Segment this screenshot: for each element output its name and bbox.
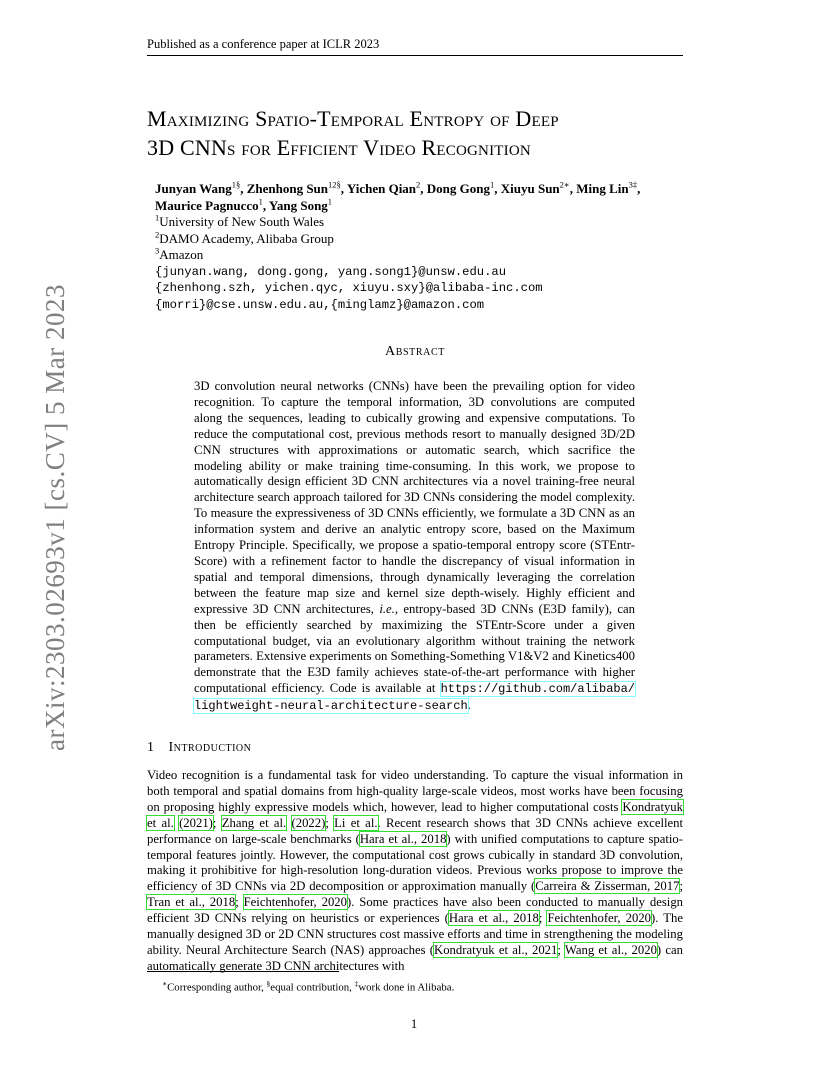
author-name: Xiuyu Sun <box>500 181 560 196</box>
author-name: Yichen Qian <box>346 181 417 196</box>
intro-paragraph: Video recognition is a fundamental task for video understanding. To capture the visual information in both temporal and spatial domains from high-quality large-scale videos, most works have been focusing on proposing highly expressive models which, however, lead to higher computational costs Kondratyuk et al. (2021); Zhang et al. (2022); Li et al.. Recent research shows that 3D CNNs achieve excellent performance on large-scale benchmarks (Hara et al., 2018) with unified computations to capture spatio-temporal features jointly. However, the computational cost grows cubically in standard 3D convolution, making it prohibitive for high-resolution long-duration videos. Previous works propose to improve the efficiency of 3D CNNs via 2D decomposition or approximation manually (Carreira & Zisserman, 2017; Tran et al., 2018; Feichtenhofer, 2020). Some practices have also been conducted to manually design efficient 3D CNNs relying on heuristics or experiences (Hara et al., 2018; Feichtenhofer, 2020). The manually designed 3D or 2D CNN structures cost massive efforts and time in strengthening the modeling ability. Neural Architecture Search (NAS) approaches (Kondratyuk et al., 2021; Wang et al., 2020) can automatically generate 3D CNN architectures with <box>147 768 684 973</box>
footnote: ∗Corresponding author, §equal contribution, ‡work done in Alibaba. <box>162 979 455 994</box>
author-sup: 12§ <box>328 179 341 190</box>
author-name: Yang Song <box>268 197 328 213</box>
section-title: Introduction <box>168 740 252 755</box>
email-line: {junyan.wang, dong.gong, yang.song1}@unsw.edu.au <box>155 264 507 279</box>
affiliation: $^1$University of New South Wales <box>155 212 325 229</box>
email-line: {morri}@cse.unsw.edu.au,{minglamz}@amazon.com <box>155 297 485 312</box>
section-number: 1 <box>147 740 155 755</box>
citation-link[interactable]: (2022) <box>291 815 326 830</box>
running-header: Published as a conference paper at ICLR 2023 <box>147 36 683 56</box>
author-name: Junyan Wang <box>155 181 232 196</box>
citation-link[interactable]: Hara et al., 2018 <box>359 831 447 846</box>
citation-link[interactable]: Li et al. <box>334 815 378 830</box>
section-heading <box>147 740 251 756</box>
paper-title <box>147 104 707 162</box>
author-sup: 2 <box>416 179 421 190</box>
citation-link[interactable]: Wang et al., 2020 <box>564 942 657 957</box>
title-line-2: 3D CNNs for Efficient Video Recognition <box>147 135 531 160</box>
citation-link[interactable]: Kondratyuk et al., 2021 <box>434 942 558 957</box>
author-sup: 3‡ <box>628 179 638 190</box>
affiliation: $^3$Amazon <box>155 245 204 262</box>
abstract-body: 3D convolution neural networks (CNNs) have been the prevailing option for video recognition. To capture the temporal information, 3D convolutions are computed along the sequences, leading to cubically growing and expensive computations. To reduce the computational cost, previous methods resort to manually designed 3D/2D CNN structures with approximations or automatic search, which sacrifice the modeling ability or make training time-consuming. In this work, we propose to automatically design efficient 3D CNN architectures via a novel training-free neural architecture search approach tailored for 3D CNNs considering the model complexity. To measure the expressiveness of 3D CNNs efficiently, we formulate a 3D CNN as an information system and derive an analytic entropy score, based on the Maximum Entropy Principle. Specifically, we propose a spatio-temporal entropy score (STEntr-Score) with a refinement factor to handle the discrepancy of visual information in spatial and temporal dimensions, through dynamically leveraging the correlation between the feature map size and kernel size depth-wisely. Highly efficient and expressive 3D CNN architectures, i.e., entropy-based 3D CNNs (E3D family), can then be efficiently searched by maximizing the STEntr-Score under a given computational budget, via an evolutionary algorithm without training the network parameters. Extensive experiments on Something-Something V1&V2 and Kinetics400 demonstrate that the E3D family achieves state-of-the-art performance with higher computational efficiency. Code is available at https://github.com/alibaba/ lightweight-neural-architecture-search. <box>194 379 635 714</box>
arxiv-stamp: arXiv:2303.02693v1 [cs.CV] 5 Mar 2023 <box>40 284 70 751</box>
citation-link[interactable]: Zhang et al. <box>221 815 287 830</box>
citation-link[interactable]: Hara et al., 2018 <box>448 911 539 926</box>
code-link[interactable]: lightweight-neural-architecture-search <box>194 699 468 714</box>
citation-link[interactable]: (2021) <box>179 815 213 830</box>
author-name: Dong Gong <box>426 181 491 196</box>
email-line: {zhenhong.szh, yichen.qyc, xiuyu.sxy}@alibaba-inc.com <box>155 281 543 295</box>
citation-link[interactable]: Carreira & Zisserman, 2017 <box>535 879 680 894</box>
author-sup: 1 <box>490 179 495 190</box>
author-name: Zhenhong Sun <box>246 181 329 196</box>
author-name: Maurice Pagnucco <box>155 197 259 213</box>
code-link[interactable]: https://github.com/alibaba/ <box>440 682 635 697</box>
citation-link[interactable]: Tran et al., 2018 <box>147 895 236 910</box>
affiliation: $^2$DAMO Academy, Alibaba Group <box>155 229 334 246</box>
footnote-rule <box>147 971 339 972</box>
title-line-1: Maximizing Spatio-Temporal Entropy of Deep <box>147 106 559 131</box>
author-list: Junyan Wang$^{1\S}$, Zhenhong Sun$^{12\S}$, Yichen Qian$^2$, Dong Gong$^1$, Xiuyu Sun$^{2∗}$, Ming Lin$^{3\ddagger}$, Maurice Pagnucco$^1$, Yang Song$^1$ <box>155 179 641 213</box>
author-sup: 1 <box>258 196 263 207</box>
author-name: Ming Lin <box>576 181 629 196</box>
citation-link[interactable]: Feichtenhofer, 2020 <box>547 911 652 926</box>
citation-link[interactable]: Feichtenhofer, 2020 <box>243 895 347 910</box>
citation-link[interactable]: Kondratyuk et al. <box>147 799 683 830</box>
author-sup: 1§ <box>231 179 241 190</box>
author-block <box>155 181 695 313</box>
author-sup: 1 <box>327 196 333 207</box>
author-sup: 2∗ <box>559 179 570 190</box>
page-number: 1 <box>410 1017 418 1031</box>
abstract-heading: Abstract <box>385 344 445 359</box>
